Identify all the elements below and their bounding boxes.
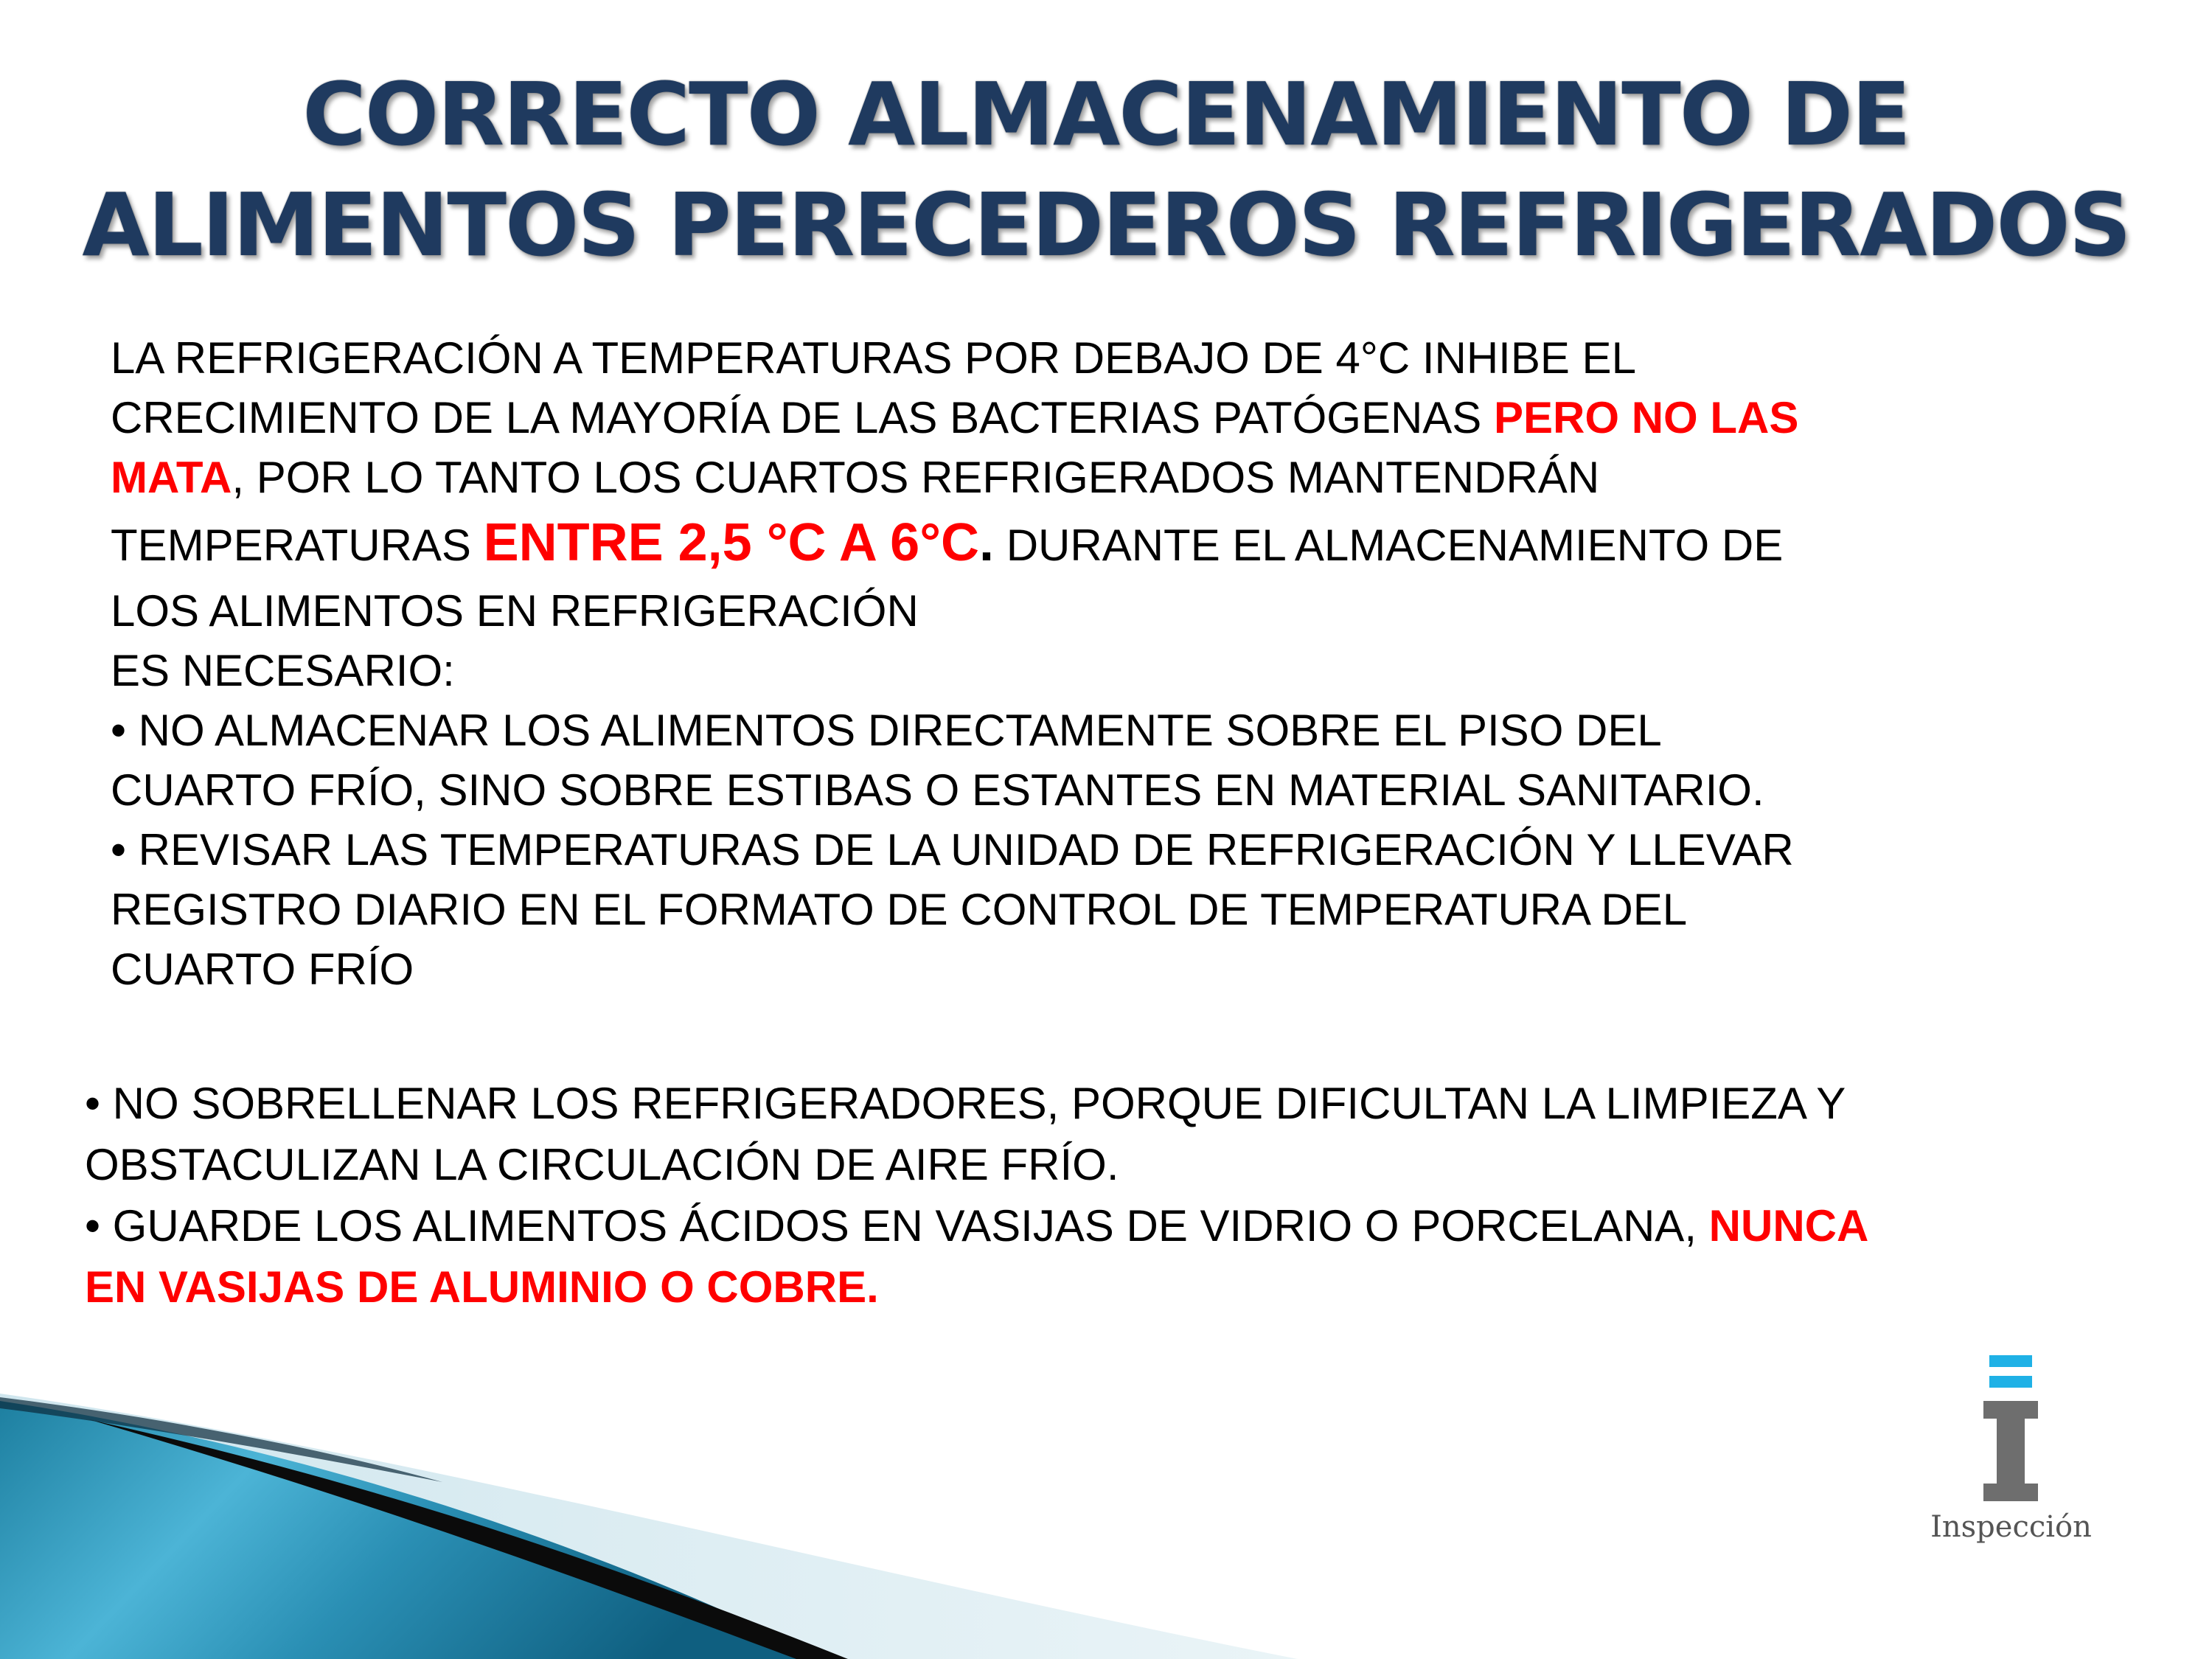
- text-line: OBSTACULIZAN LA CIRCULACIÓN DE AIRE FRÍO.: [85, 1140, 1119, 1189]
- emphasis-text: NUNCA: [1708, 1201, 1869, 1251]
- slide-title: [0, 59, 2212, 280]
- emphasis-text: MATA: [111, 453, 232, 502]
- text-line: [111, 388, 2101, 448]
- text-line: REGISTRO DIARIO EN EL FORMATO DE CONTROL DE TEMPERATURA DEL: [111, 885, 1688, 934]
- title-line-1: CORRECTO ALMACENAMIENTO DE: [302, 63, 1910, 165]
- bullet-item: • NO SOBRELLENAR LOS REFRIGERADORES, PORQUE DIFICULTAN LA LIMPIEZA Y: [85, 1079, 1846, 1128]
- emphasis-text: PERO NO LAS: [1494, 393, 1799, 442]
- text-run: TEMPERATURAS: [111, 521, 484, 570]
- main-paragraph: [111, 328, 2101, 999]
- text-line: LA REFRIGERACIÓN A TEMPERATURAS POR DEBAJO DE 4°C INHIBE EL: [111, 333, 1636, 383]
- text-line: LOS ALIMENTOS EN REFRIGERACIÓN: [111, 586, 919, 636]
- text-run: DURANTE EL ALMACENAMIENTO DE: [994, 521, 1784, 570]
- secondary-paragraph: [85, 1073, 2149, 1318]
- title-line-2: ALIMENTOS PERECEDEROS REFRIGERADOS: [82, 174, 2130, 276]
- text-run: , POR LO TANTO LOS CUARTOS REFRIGERADOS MANTENDRÁN: [232, 453, 1600, 502]
- text-run: • GUARDE LOS ALIMENTOS ÁCIDOS EN VASIJAS DE VIDRIO O PORCELANA,: [85, 1201, 1709, 1251]
- temperature-range: ENTRE 2,5 °C A 6°C: [483, 513, 980, 572]
- text-line: [111, 507, 2101, 581]
- text-line: CUARTO FRÍO: [111, 945, 414, 994]
- inspeccion-logo: [1888, 1327, 2124, 1548]
- logo-text: Inspección: [1930, 1510, 2092, 1544]
- text-line: CUARTO FRÍO, SINO SOBRE ESTIBAS O ESTANTES EN MATERIAL SANITARIO.: [111, 765, 1764, 815]
- text-line: ES NECESARIO:: [111, 646, 455, 695]
- emphasis-text: EN VASIJAS DE ALUMINIO O COBRE.: [85, 1262, 879, 1312]
- text-run: .: [979, 513, 995, 572]
- bullet-item: • REVISAR LAS TEMPERATURAS DE LA UNIDAD DE REFRIGERACIÓN Y LLEVAR: [111, 825, 1794, 874]
- text-run: CRECIMIENTO DE LA MAYORÍA DE LAS BACTERIAS PATÓGENAS: [111, 393, 1494, 442]
- bullet-item: • NO ALMACENAR LOS ALIMENTOS DIRECTAMENTE SOBRE EL PISO DEL: [111, 706, 1662, 755]
- text-line: [111, 448, 2101, 507]
- bullet-item: [85, 1195, 2149, 1256]
